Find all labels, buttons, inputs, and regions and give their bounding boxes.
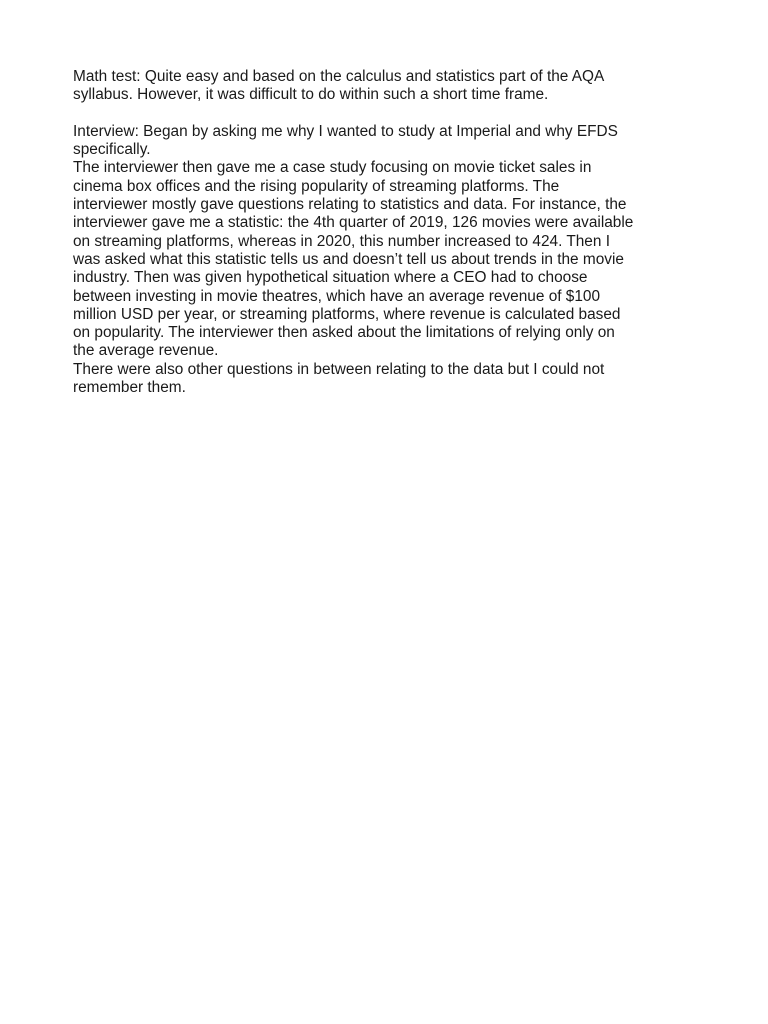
paragraph-spacer	[73, 105, 698, 123]
text-line: cinema box offices and the rising popularity of streaming platforms. The	[73, 177, 560, 195]
text-line: specifically.	[73, 141, 151, 159]
text-line: between investing in movie theatres, which have an average revenue of $100	[73, 287, 601, 305]
text-line: Interview: Began by asking me why I wanted to study at Imperial and why EFDS	[73, 122, 618, 140]
document-page	[73, 68, 698, 397]
text-line: million USD per year, or streaming platforms, where revenue is calculated based	[73, 305, 621, 323]
text-line: The interviewer then gave me a case study focusing on movie ticket sales in	[73, 159, 592, 177]
paragraph-math-test	[73, 68, 698, 105]
text-line: interviewer gave me a statistic: the 4th quarter of 2019, 126 movies were available	[73, 214, 634, 232]
text-line: remember them.	[73, 379, 186, 397]
text-line: There were also other questions in between relating to the data but I could not	[73, 360, 605, 378]
text-line: Math test: Quite easy and based on the calculus and statistics part of the AQA	[73, 68, 605, 85]
text-line: the average revenue.	[73, 342, 219, 360]
text-line: on popularity. The interviewer then asked about the limitations of relying only on	[73, 324, 615, 342]
text-line: on streaming platforms, whereas in 2020, this number increased to 424. Then I	[73, 232, 610, 250]
text-line: industry. Then was given hypothetical situation where a CEO had to choose	[73, 269, 588, 287]
text-line: syllabus. However, it was difficult to do within such a short time frame.	[73, 86, 549, 104]
text-line: was asked what this statistic tells us and doesn’t tell us about trends in the movie	[73, 250, 624, 268]
text-line: interviewer mostly gave questions relating to statistics and data. For instance, the	[73, 196, 627, 214]
paragraph-interview	[73, 123, 698, 397]
